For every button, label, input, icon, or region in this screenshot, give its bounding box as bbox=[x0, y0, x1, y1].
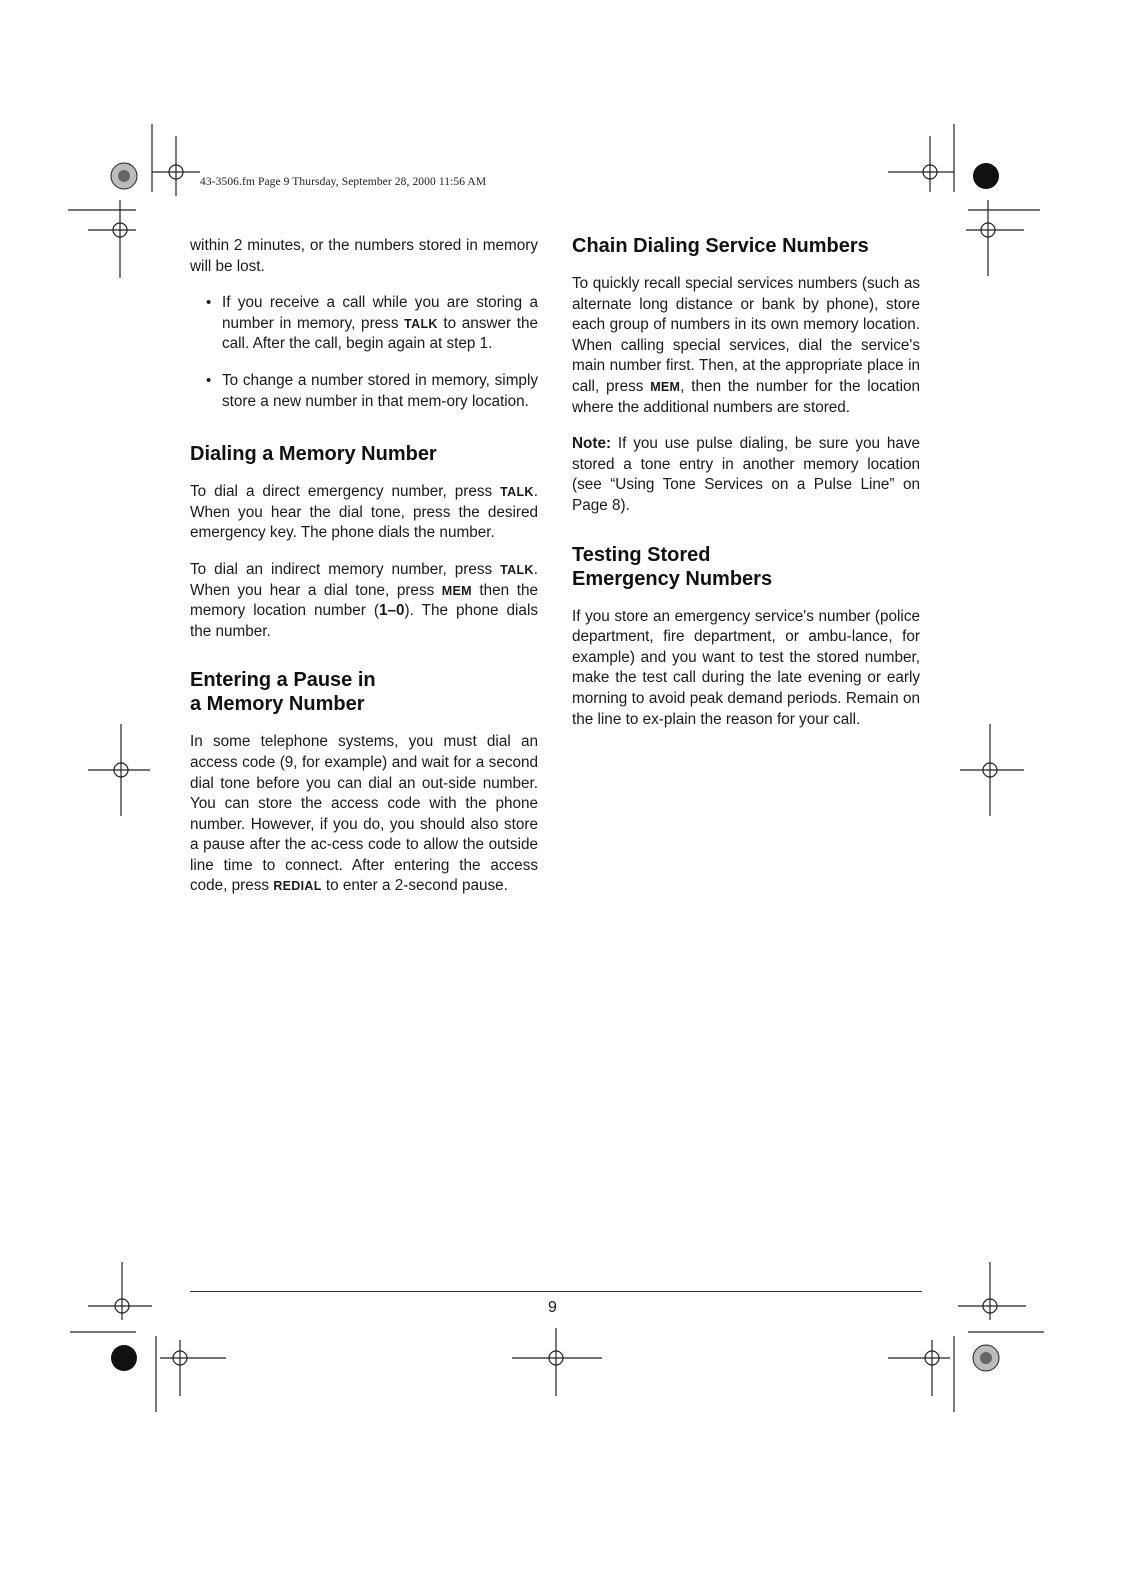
pause-paragraph: In some telephone systems, you must dial an access code (9, for example) and wait for a second dial tone before you can dial an out-side number. You can store the access code with the phone number. However, if you do, you should also store a pause after the ac-cess code to allow the outside line time to connect. After entering the access code, press REDIAL to enter a 2-second pause. bbox=[190, 733, 538, 895]
key-talk: TALK bbox=[500, 485, 534, 500]
list-item bbox=[190, 371, 538, 412]
list-item bbox=[190, 293, 538, 355]
dialing-paragraph-1: To dial a direct emergency number, press TALK. When you hear the dial tone, press the desired emergency key. The phone dials the number. bbox=[190, 483, 538, 542]
testing-paragraph: If you store an emergency service's number (police department, fire department, or ambu-lance, for example) and you want to test the stored number, make the test call during the late evening or early morning to avoid peak demand periods. Remain on the line to ex-plain the reason for your call. bbox=[572, 607, 920, 728]
right-column bbox=[572, 236, 920, 746]
dialing-paragraph-2: To dial an indirect memory number, press TALK. When you hear a dial tone, press MEM then the memory location number (1–0). The phone dials the number. bbox=[190, 560, 538, 640]
bullet-text: To change a number stored in memory, simply store a new number in that mem-ory location. bbox=[222, 371, 538, 410]
key-mem: MEM bbox=[441, 583, 472, 598]
memory-range: 1–0 bbox=[378, 602, 405, 620]
section-heading-chain: Chain Dialing Service Numbers bbox=[572, 235, 869, 257]
left-column bbox=[190, 236, 538, 913]
section-heading-dialing: Dialing a Memory Number bbox=[190, 443, 437, 466]
bullet-icon: • bbox=[206, 371, 212, 389]
footer-rule bbox=[190, 1291, 922, 1292]
page-number: 9 bbox=[548, 1299, 557, 1316]
key-talk: TALK bbox=[500, 562, 534, 577]
key-mem: MEM bbox=[650, 379, 681, 394]
note-label: Note: bbox=[572, 435, 612, 453]
continuation-text: within 2 minutes, or the numbers stored in memory will be lost. bbox=[190, 237, 538, 275]
bullet-icon: • bbox=[206, 294, 212, 312]
page-header: 43-3506.fm Page 9 Thursday, September 28, 2000 11:56 AM bbox=[200, 176, 487, 188]
bullet-text: If you receive a call while you are storing a number in memory, press TALK to answer the call. After the call, begin again at step 1. bbox=[222, 294, 538, 353]
section-heading-testing: Testing Stored Emergency Numbers bbox=[572, 543, 773, 590]
section-heading-pause: Entering a Pause in a Memory Number bbox=[190, 669, 376, 716]
chain-paragraph: To quickly recall special services numbers (such as alternate long distance or bank by phone), store each group of numbers in its own memory location. When calling special services, dial the service's main number first. Then, at the appropriate place in call, press MEM, then the number for the location where the additional numbers are stored. bbox=[572, 275, 920, 416]
key-redial: REDIAL bbox=[273, 879, 322, 894]
note-paragraph: Note: If you use pulse dialing, be sure you have stored a tone entry in another memory location (see “Using Tone Services on a Pulse Line” on Page 8). bbox=[572, 435, 920, 514]
key-talk: TALK bbox=[404, 316, 438, 331]
